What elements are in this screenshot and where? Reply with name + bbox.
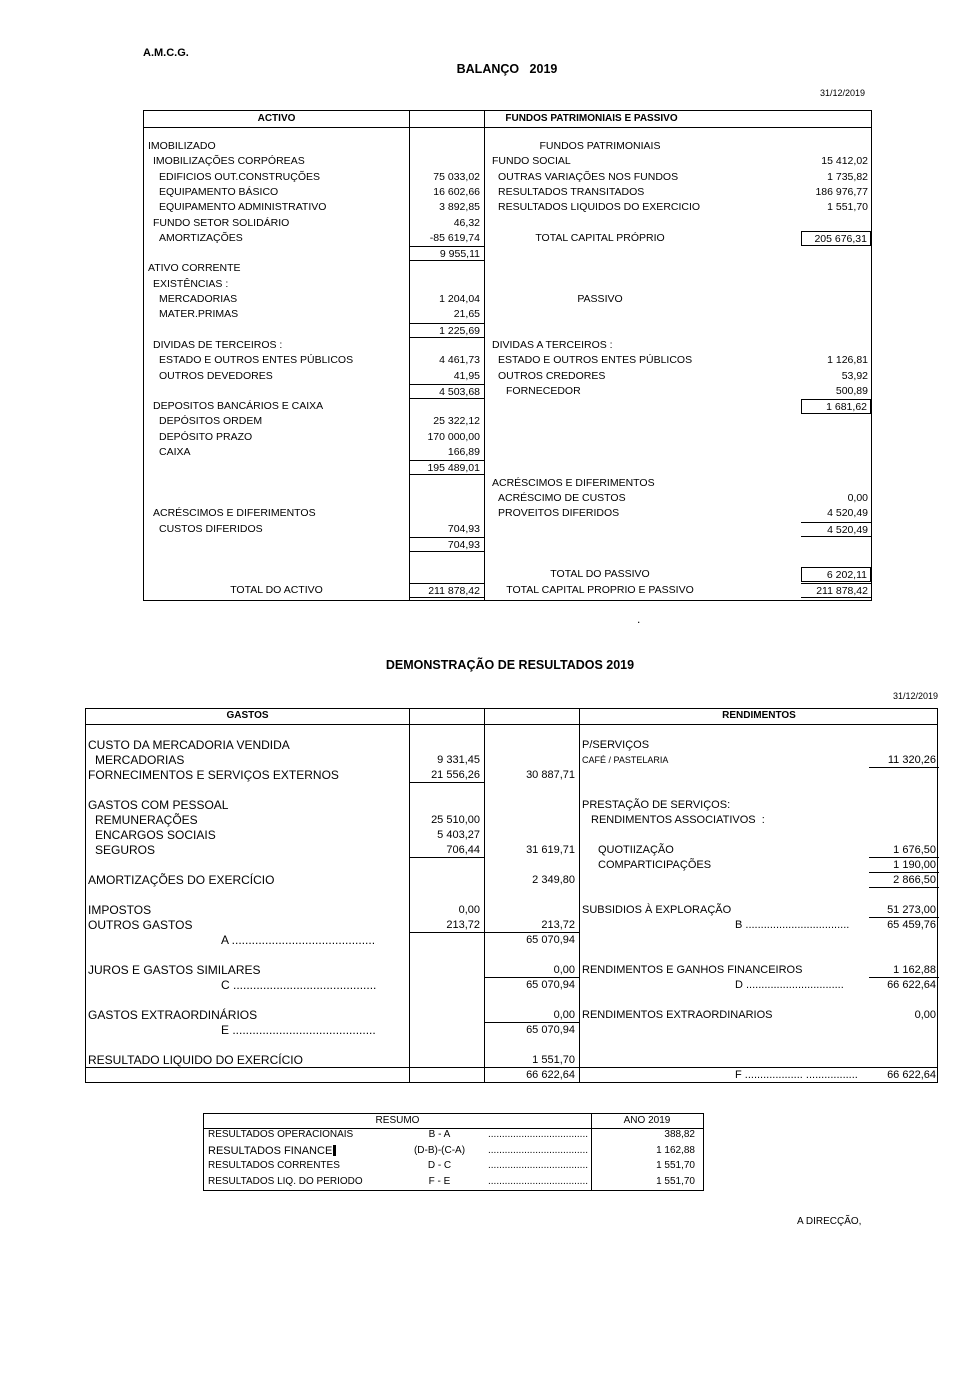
balance-left-value: 1 204,04	[439, 293, 480, 305]
org-name: A.M.C.G.	[143, 47, 189, 59]
income-statement-table	[85, 708, 938, 1083]
balance-row	[144, 369, 871, 384]
balance-right-value: 186 976,77	[815, 185, 868, 198]
dr-value-col1: 25 510,00	[431, 814, 480, 826]
dr-right-label: P/SERVIÇOS	[582, 739, 650, 751]
balance-left-label: FUNDO SETOR SOLIDÁRIO	[153, 216, 290, 229]
resumo-formula: D - C	[427, 1160, 452, 1171]
balance-row	[144, 445, 871, 460]
balance-left-value: 75 033,02	[433, 170, 480, 183]
dr-left-label: MERCADORIAS	[95, 753, 185, 767]
balance-left-label: CAIXA	[159, 446, 191, 458]
dr-value-col2: 2 349,80	[532, 874, 575, 886]
balance-left-label: OUTROS DEVEDORES	[159, 369, 273, 382]
dr-right-label: RENDIMENTOS EXTRAORDINARIOS	[582, 1009, 773, 1021]
balance-left-label: TOTAL DO ACTIVO	[230, 583, 323, 596]
dr-value-col1: 9 331,45	[437, 754, 480, 766]
balance-left-value: 1 225,69	[409, 323, 484, 338]
dr-row	[86, 918, 937, 933]
dr-right-value: 66 622,64	[887, 979, 936, 991]
balance-right-label: DIVIDAS A TERCEIROS :	[492, 338, 613, 351]
balance-right-label: TOTAL CAPITAL PROPRIO E PASSIVO	[506, 583, 694, 596]
balance-left-label: IMOBILIZADO	[148, 140, 216, 152]
balance-left-label: DIVIDAS DE TERCEIROS :	[153, 338, 283, 351]
balance-left-value: 166,89	[447, 446, 480, 458]
resumo-table	[203, 1113, 704, 1191]
dr-row	[86, 813, 937, 828]
dr-left-label: IMPOSTOS	[88, 903, 152, 917]
dr-right-value: 51 273,00	[869, 903, 939, 918]
balance-left-value: 195 489,01	[409, 460, 484, 475]
resumo-row	[204, 1128, 703, 1144]
balance-left-label: ESTADO E OUTROS ENTES PÚBLICOS	[159, 354, 354, 367]
resumo-row	[204, 1159, 703, 1175]
dr-right-value: 66 622,64	[887, 1069, 936, 1081]
signature: A DIRECÇÃO,	[797, 1216, 862, 1227]
balance-row	[144, 139, 871, 154]
dr-row	[86, 768, 937, 783]
balance-row	[144, 552, 871, 567]
dr-right-value: 1 190,00	[869, 858, 939, 873]
dr-left-label: RESULTADO LIQUIDO DO EXERCÍCIO	[88, 1053, 303, 1067]
dr-row	[86, 963, 937, 978]
resumo-header-row	[204, 1114, 703, 1129]
balance-left-label: MATER.PRIMAS	[159, 308, 239, 321]
dr-right-label: RENDIMENTOS ASSOCIATIVOS :	[591, 814, 765, 826]
resumo-dots: ....................................	[488, 1160, 589, 1171]
balance-right-value: 1 126,81	[827, 354, 868, 367]
balance-left-value: 4 461,73	[439, 354, 480, 367]
dr-value-col2: 66 622,64	[526, 1069, 575, 1081]
dr-left-label: CUSTO DA MERCADORIA VENDIDA	[88, 738, 290, 752]
dr-row	[86, 1038, 937, 1053]
dr-value-col2: 65 070,94	[526, 979, 575, 991]
resumo-value: 1 551,70	[656, 1160, 695, 1171]
dr-right-label: RENDIMENTOS E GANHOS FINANCEIROS	[582, 964, 803, 976]
dr-left-label: SEGUROS	[95, 843, 156, 857]
balance-row	[144, 185, 871, 200]
balance-left-label: EDIFICIOS OUT.CONSTRUÇÕES	[159, 170, 321, 183]
balance-right-value: 500,89	[835, 384, 868, 397]
dr-right-label: QUOTIIZAÇÃO	[598, 844, 674, 856]
balance-title: BALANÇO 2019	[456, 62, 558, 76]
balance-right-value: 1 735,82	[827, 170, 868, 183]
dr-row	[86, 798, 937, 813]
balance-right-value: 15 412,02	[821, 155, 868, 168]
balance-row	[144, 491, 871, 506]
income-statement-title: DEMONSTRAÇÃO DE RESULTADOS 2019	[385, 658, 635, 672]
dr-left-label: ENCARGOS SOCIAIS	[95, 828, 216, 842]
income-header-rendimentos: RENDIMENTOS	[722, 710, 796, 721]
resumo-label: RESULTADOS CORRENTES	[208, 1160, 340, 1171]
resumo-label: RESULTADOS OPERACIONAIS	[208, 1129, 354, 1140]
balance-row	[144, 537, 871, 552]
dr-left-label: GASTOS COM PESSOAL	[88, 798, 229, 812]
dr-right-label: B ..................................	[735, 919, 850, 931]
resumo-label: RESULTADOS LIQ. DO PERIODO	[208, 1175, 363, 1187]
balance-left-value: 704,93	[409, 537, 484, 552]
dr-row	[86, 978, 937, 993]
dr-row	[86, 873, 937, 888]
dr-row	[86, 888, 937, 903]
balance-left-label: DEPÓSITOS ORDEM	[159, 415, 263, 428]
balance-left-label: MERCADORIAS	[159, 293, 238, 305]
balance-row	[144, 200, 871, 215]
dr-row	[86, 1023, 937, 1038]
balance-right-value: 4 520,49	[801, 522, 871, 537]
dr-row	[86, 1008, 937, 1023]
dr-value-col1: 213,72	[409, 918, 484, 933]
balance-right-label: RESULTADOS TRANSITADOS	[498, 185, 645, 198]
balance-left-label: ACRÉSCIMOS E DIFERIMENTOS	[153, 507, 316, 520]
dr-value-col1: 5 403,27	[437, 829, 480, 841]
dr-row	[86, 843, 937, 858]
balance-left-value: 21,65	[453, 308, 480, 321]
balance-left-label: DEPÓSITO PRAZO	[159, 430, 253, 443]
balance-row	[144, 399, 871, 414]
dr-right-label: COMPARTICIPAÇÕES	[598, 859, 712, 871]
dr-left-label: JUROS E GASTOS SIMILARES	[88, 963, 261, 977]
balance-right-label: TOTAL DO PASSIVO	[550, 568, 650, 581]
dr-value-col2: 213,72	[484, 918, 579, 933]
balance-left-label: IMOBILIZAÇÕES CORPÓREAS	[153, 155, 305, 168]
dr-value-col2: 31 619,71	[526, 844, 575, 856]
dr-row	[86, 828, 937, 843]
balance-right-label: OUTRAS VARIAÇÕES NOS FUNDOS	[498, 170, 679, 183]
balance-left-value: 41,95	[453, 369, 480, 382]
text-cursor	[333, 1145, 336, 1156]
dr-value-col2: 65 070,94	[526, 934, 575, 946]
dr-value-col2: 30 887,71	[526, 769, 575, 781]
balance-row	[144, 476, 871, 491]
dr-row	[86, 1068, 937, 1083]
balance-right-label: TOTAL CAPITAL PRÓPRIO	[535, 231, 665, 244]
balance-left-value: 46,32	[453, 216, 480, 229]
balance-left-value: 16 602,66	[433, 185, 480, 198]
balance-row	[144, 567, 871, 582]
resumo-dots: ....................................	[488, 1144, 589, 1156]
dr-row	[86, 993, 937, 1008]
dr-left-label: FORNECIMENTOS E SERVIÇOS EXTERNOS	[88, 768, 339, 782]
dr-row	[86, 738, 937, 753]
resumo-header-year: ANO 2019	[623, 1115, 671, 1126]
resumo-row	[204, 1144, 703, 1160]
balance-row	[144, 323, 871, 338]
balance-right-value: 6 202,11	[801, 567, 871, 582]
balance-table	[143, 110, 872, 601]
dr-right-value: 0,00	[914, 1009, 936, 1021]
dr-value-col2: 0,00	[484, 1008, 579, 1023]
dr-left-label: E ...........................................	[221, 1023, 376, 1037]
balance-right-label: OUTROS CREDORES	[498, 369, 606, 382]
balance-row	[144, 277, 871, 292]
resumo-formula: B - A	[428, 1129, 451, 1140]
balance-row	[144, 261, 871, 276]
dr-right-value: 1 676,50	[869, 843, 939, 858]
balance-row	[144, 460, 871, 475]
resumo-value: 1 162,88	[656, 1144, 695, 1156]
dr-row	[86, 903, 937, 918]
dr-value-col2: 0,00	[484, 963, 579, 978]
balance-left-label: ATIVO CORRENTE	[148, 262, 241, 275]
resumo-formula: F - E	[428, 1175, 451, 1187]
balance-right-label: ACRÉSCIMO DE CUSTOS	[498, 491, 626, 504]
balance-row	[144, 506, 871, 521]
dr-value-col1: 0,00	[458, 904, 480, 916]
dr-left-label: GASTOS EXTRAORDINÁRIOS	[88, 1008, 258, 1022]
balance-row	[144, 583, 871, 598]
dr-left-label: AMORTIZAÇÕES DO EXERCÍCIO	[88, 873, 275, 887]
resumo-dots: ....................................	[488, 1175, 589, 1187]
balance-row	[144, 307, 871, 322]
balance-left-value: 9 955,11	[409, 246, 484, 261]
balance-right-value: 1 551,70	[827, 201, 868, 214]
dr-row	[86, 753, 937, 768]
balance-right-label: ACRÉSCIMOS E DIFERIMENTOS	[492, 476, 655, 489]
resumo-formula: (D-B)-(C-A)	[413, 1144, 466, 1156]
dr-right-label: SUBSIDIOS À EXPLORAÇÃO	[582, 904, 732, 916]
income-statement-date: 31/12/2019	[892, 691, 938, 701]
balance-right-label: ESTADO E OUTROS ENTES PÚBLICOS	[498, 354, 693, 367]
balance-row	[144, 414, 871, 429]
balance-right-label: FUNDO SOCIAL	[492, 155, 571, 168]
dr-row	[86, 1053, 937, 1068]
balance-right-label: PROVEITOS DIFERIDOS	[498, 507, 620, 520]
balance-row	[144, 170, 871, 185]
balance-row	[144, 384, 871, 399]
balance-left-value: 704,93	[447, 522, 480, 535]
balance-left-value: -85 619,74	[429, 231, 480, 244]
dr-right-label: CAFÉ / PASTELARIA	[582, 755, 669, 765]
balance-left-label: CUSTOS DIFERIDOS	[159, 522, 263, 535]
resumo-label[interactable]: RESULTADOS FINANCE	[208, 1144, 391, 1159]
balance-left-value: 170 000,00	[427, 430, 480, 443]
dr-left-label: OUTROS GASTOS	[88, 918, 193, 932]
balance-row	[144, 154, 871, 169]
dr-right-value: 2 866,50	[869, 873, 939, 888]
balance-left-value: 3 892,85	[439, 201, 480, 214]
balance-row	[144, 231, 871, 246]
dr-right-value: 11 320,26	[869, 753, 939, 768]
resumo-value: 388,82	[664, 1129, 695, 1140]
balance-date: 31/12/2019	[819, 88, 865, 98]
balance-left-label: EQUIPAMENTO ADMINISTRATIVO	[159, 201, 327, 214]
dr-value-col2: 1 551,70	[532, 1054, 575, 1066]
dr-right-value: 65 459,76	[887, 919, 936, 931]
income-statement-header-row	[86, 709, 937, 725]
balance-left-label: DEPOSITOS BANCÁRIOS E CAIXA	[153, 400, 324, 413]
dr-left-label: C ...........................................	[221, 978, 377, 992]
dr-value-col1: 706,44	[409, 843, 484, 858]
balance-row	[144, 522, 871, 537]
balance-right-value: 205 676,31	[801, 231, 871, 246]
balance-row	[144, 216, 871, 231]
dr-row	[86, 858, 937, 873]
balance-row	[144, 246, 871, 261]
balance-left-label: EXISTÊNCIAS :	[153, 277, 229, 290]
resumo-row	[204, 1175, 703, 1191]
balance-right-label: FORNECEDOR	[506, 384, 581, 397]
stray-dot: .	[637, 612, 641, 626]
dr-row	[86, 933, 937, 948]
dr-right-label: PRESTAÇÃO DE SERVIÇOS:	[582, 799, 731, 811]
dr-value-col2: 65 070,94	[526, 1024, 575, 1036]
resumo-value: 1 551,70	[656, 1175, 695, 1187]
balance-row	[144, 430, 871, 445]
balance-left-label: AMORTIZAÇÕES	[159, 231, 243, 244]
dr-value-col1: 21 556,26	[409, 768, 484, 783]
balance-right-value: 0,00	[847, 491, 868, 504]
balance-right-value: 1 681,62	[801, 399, 871, 414]
balance-right-label: RESULTADOS LIQUIDOS DO EXERCICIO	[498, 201, 701, 214]
dr-row	[86, 948, 937, 963]
balance-right-label: FUNDOS PATRIMONIAIS	[539, 140, 661, 152]
balance-header-row	[144, 111, 871, 128]
income-header-gastos: GASTOS	[226, 710, 269, 721]
balance-header-passivo: FUNDOS PATRIMONIAIS E PASSIVO	[505, 113, 678, 124]
dr-left-label: REMUNERAÇÕES	[95, 813, 198, 827]
balance-right-value: 211 878,42	[801, 583, 871, 598]
balance-left-value: 25 322,12	[433, 415, 480, 428]
balance-left-value: 211 878,42	[409, 583, 484, 598]
resumo-header-label: RESUMO	[375, 1115, 420, 1126]
resumo-dots: ....................................	[488, 1129, 589, 1140]
dr-right-label: D ................................	[735, 979, 844, 991]
balance-row	[144, 338, 871, 353]
dr-row	[86, 783, 937, 798]
balance-right-label: PASSIVO	[577, 293, 623, 305]
balance-right-value: 4 520,49	[827, 507, 868, 520]
balance-right-value: 53,92	[841, 369, 868, 382]
balance-left-value: 4 503,68	[409, 384, 484, 399]
dr-right-value: 1 162,88	[869, 963, 939, 978]
dr-right-label: F ................... .................	[735, 1069, 858, 1081]
balance-header-activo: ACTIVO	[257, 113, 296, 124]
balance-left-label: EQUIPAMENTO BÁSICO	[159, 185, 279, 198]
balance-row	[144, 292, 871, 307]
dr-left-label: A ...........................................	[221, 933, 376, 947]
balance-row	[144, 353, 871, 368]
